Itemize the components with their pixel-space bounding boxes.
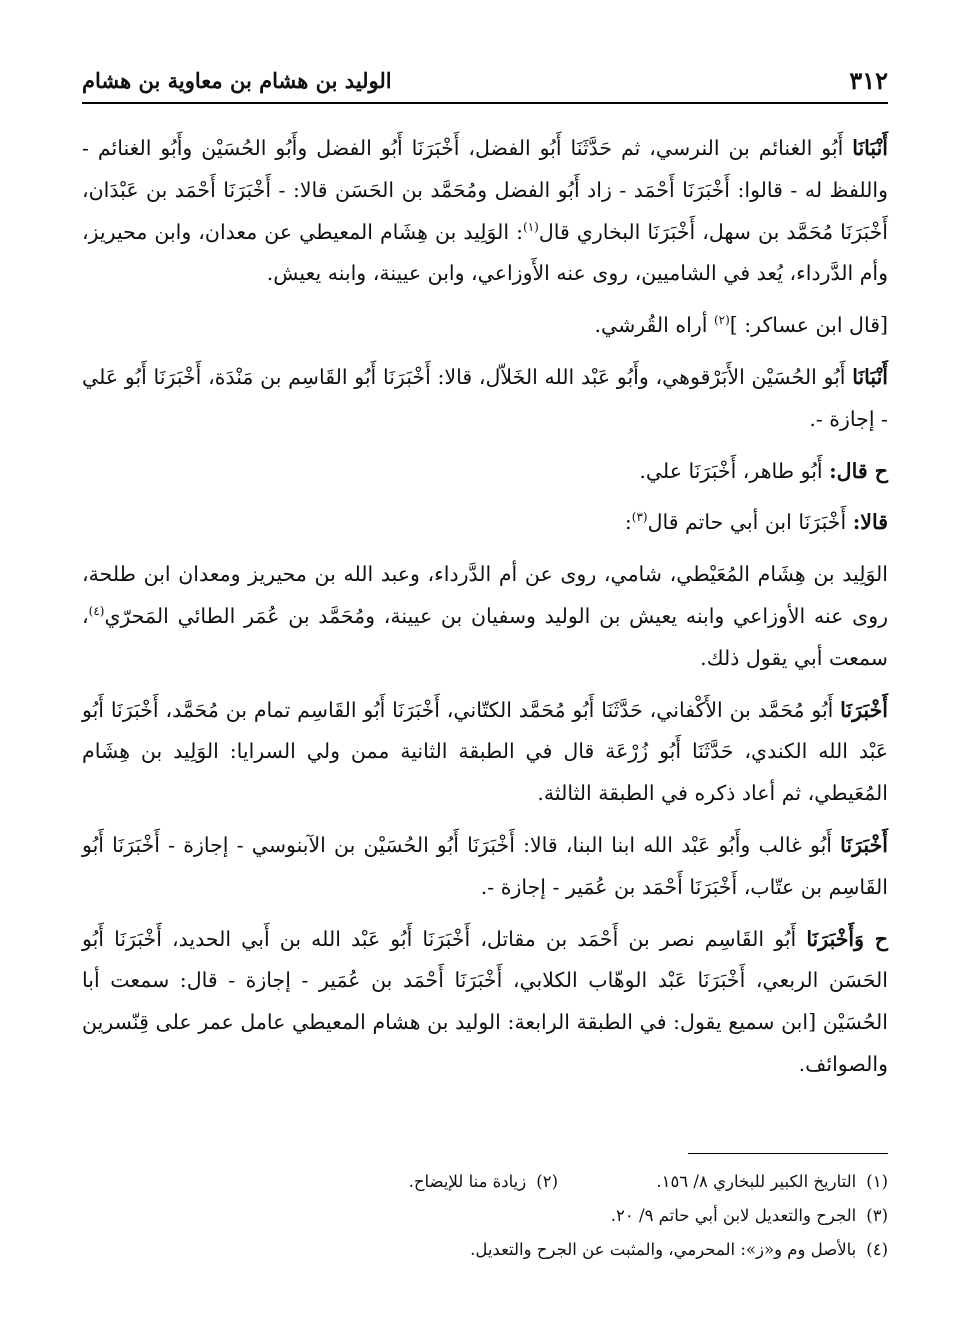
footnote [409,1172,558,1191]
paragraph [82,554,888,679]
paragraph-text: أَخْبَرَنَا ابن أبي حاتم قال [647,510,853,535]
page-header [82,58,888,104]
paragraph-text: أَبُو غالب وأَبُو عَبْد الله ابنا البنا، قالا: أَخْبَرَنَا أَبُو الحُسَيْن بن الآبنوسي - إجازة - أَخْبَرَنَا أَبُو القَاسِم بن عتّاب، أَخْبَرَنَا أَحْمَد بن عُمَير - إجازة -. [82,832,888,899]
paragraph-tail: ، سمعت أبي يقول ذلك. [82,603,888,670]
footnotes [82,1164,888,1266]
footnote-marker: (٤) [88,604,105,619]
paragraph-text: أَبُو القَاسِم نصر بن أَحْمَد بن مقاتل، أَخْبَرَنَا أَبُو عَبْد الله بن أَبي الحديد، أَخْبَرَنَا أَبُو الحَسَن الربعي، أَخْبَرَنَا عَبْد الوهّاب الكلابي، أَخْبَرَنَا أَحْمَد بن عُمَير - إجازة - قال: سمعت أبا الحُسَيْن [ابن سميع يقول: في الطبقة الرابعة: الوليد بن هشام المعيطي عامل عمر على قِنّسرين والصوائف. [82,926,888,1076]
footnote [611,1206,888,1225]
book-page [82,0,888,1339]
paragraph-tail: أراه القُرشي. [594,313,714,338]
paragraph-tail: : [624,510,632,535]
footnote-number: (٤) [866,1239,888,1259]
footnote-marker: (٢) [713,313,730,328]
footnote-text: التاريخ الكبير للبخاري ٨/ ١٥٦. [656,1171,857,1191]
footnote-text: زيادة منا للإيضاح. [408,1171,527,1191]
paragraph [82,502,888,544]
paragraph-lead: ح قال: [829,458,888,483]
paragraph [82,357,888,441]
footnote-row [82,1198,888,1232]
paragraph [82,128,888,295]
footnote-number: (٣) [866,1205,888,1225]
footnote-marker: (٣) [631,510,648,525]
paragraph-text: أَبُو الحُسَيْن الأَبَرْقوهي، وأَبُو عَبْد الله الخَلاّل، قالا: أَخْبَرَنَا أَبُو القَاسِم بن مَنْدَة، أَخْبَرَنَا أَبُو عَلي - إجازة -. [82,364,888,431]
paragraph [82,451,888,493]
footnote-divider [688,1153,888,1154]
paragraph-lead: أَنْبَانَا [852,364,888,389]
paragraph [82,305,888,347]
paragraph [82,690,888,815]
paragraph-lead: أَنْبَانَا [852,136,888,160]
running-title: الوليد بن هشام بن معاوية بن هشام [82,67,392,93]
paragraph-text: الوَلِيد بن هِشَام المُعَيْطي، شامي، روى عن أم الدَّرداء، وعبد الله بن محيريز ومعدان ابن طلحة، روى عنه الأوزاعي وابنه يعيش بن الوليد وسفيان بن عيينة، ومُحَمَّد بن عُمَر الطائي المَحرّي [82,562,888,628]
footnote-row [82,1232,888,1266]
paragraph-text: أَبُو الغنائم بن النرسي، ثم حَدَّثَنَا أَبُو الفضل، أَخْبَرَنَا أَبُو الفضل وأَبُو الحُسَيْن وأَبُو الغنائم - واللفظ له - قالوا: أَخْبَرَنَا أَحْمَد - زاد أَبُو الفضل ومُحَمَّد بن الحَسَن قالا: - أَخْبَرَنَا أَحْمَد بن عَبْدَان، أَخْبَرَنَا مُحَمَّد بن سهل، أَخْبَرَنَا البخاري قال [82,136,888,244]
footnote-number: (٢) [536,1171,558,1191]
paragraph [82,825,888,909]
paragraph-text: [قال ابن عساكر: ] [729,313,888,338]
paragraph-lead: أَخْبَرَنَا [840,832,888,857]
footnote-text: الجرح والتعديل لابن أبي حاتم ٩/ ٢٠. [610,1205,857,1225]
paragraph-lead: أَخْبَرَنَا [840,697,888,722]
paragraph-text: أَبُو مُحَمَّد بن الأَكْفاني، حَدَّثَنَا أَبُو مُحَمَّد الكتّاني، أَخْبَرَنَا أَبُو القَاسِم تمام بن مُحَمَّد، أَخْبَرَنَا أَبُو عَبْد الله الكندي، حَدَّثَنَا أَبُو زُرْعَة قال في الطبقة الثانية ممن ولي السرايا: الوَلِيد بن هِشَام المُعَيطي، ثم أعاد ذكره في الطبقة الثالثة. [82,697,888,806]
footnote-text: بالأصل وم و«ز»: المحرمي، والمثبت عن الجرح والتعديل. [470,1239,857,1259]
paragraph-lead: ح وَأَخْبَرَنَا [806,926,888,951]
footnote-marker: (١) [523,219,539,234]
footnote [558,1172,888,1191]
footnote [470,1240,888,1259]
footnote-number: (١) [866,1171,888,1191]
footnote-row [82,1164,888,1198]
paragraph-tail: : الوَلِيد بن هِشَام المعيطي عن معدان، وابن محيريز، وأم الدَّرداء، يُعد في الشاميين، روى عنه الأَوزاعي، وابن عيينة، وابنه يعيش. [82,219,888,286]
paragraph-text: أَبُو طاهر، أَخْبَرَنَا علي. [639,458,830,483]
page-number: ٣١٢ [849,65,888,95]
paragraph-lead: قالا: [852,510,888,535]
paragraph [82,919,888,1086]
main-text [82,128,888,1096]
